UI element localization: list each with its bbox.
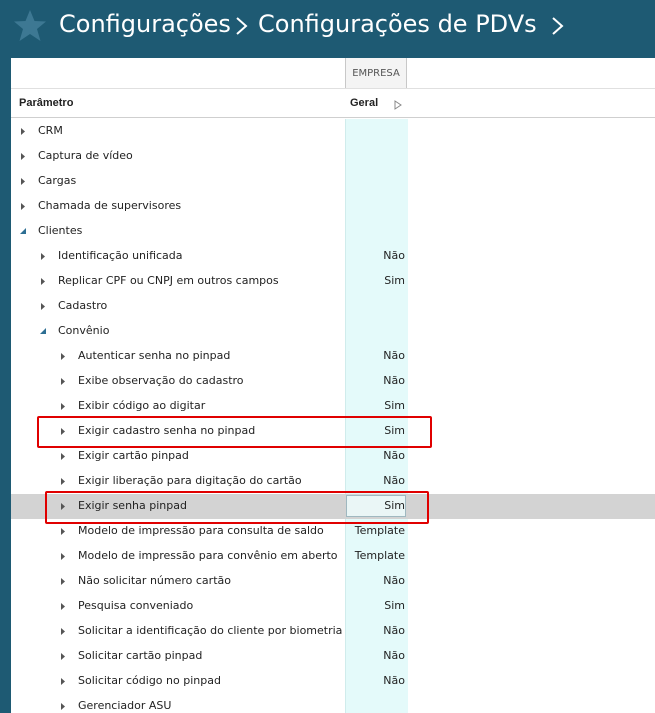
expand-triangle-icon[interactable] <box>59 377 67 386</box>
parameter-label: Gerenciador ASU <box>78 699 172 712</box>
parameter-row[interactable] <box>11 269 655 294</box>
parameter-label: Convênio <box>58 324 110 337</box>
parameter-row[interactable] <box>11 619 655 644</box>
parameter-value[interactable]: Sim <box>384 399 405 412</box>
app-header <box>0 0 655 58</box>
expand-triangle-icon[interactable] <box>59 402 67 411</box>
parameter-value[interactable]: Template <box>354 549 405 562</box>
parameter-value[interactable]: Não <box>383 449 405 462</box>
parameter-row[interactable] <box>11 569 655 594</box>
collapse-triangle-icon[interactable] <box>19 227 27 236</box>
column-expand-icon[interactable] <box>394 100 402 110</box>
parameter-label: Solicitar cartão pinpad <box>78 649 203 662</box>
tree-group-row[interactable] <box>11 144 655 169</box>
parameter-label: Clientes <box>38 224 83 237</box>
parameter-label: Exigir cartão pinpad <box>78 449 189 462</box>
parameter-row[interactable] <box>11 244 655 269</box>
expand-triangle-icon[interactable] <box>19 127 27 136</box>
breadcrumb-chevron-icon[interactable] <box>548 14 568 38</box>
expand-triangle-icon[interactable] <box>39 277 47 286</box>
parameter-value[interactable]: Não <box>383 249 405 262</box>
parameter-grid <box>11 58 655 713</box>
column-header-geral[interactable]: Geral <box>350 97 379 109</box>
expand-triangle-icon[interactable] <box>19 177 27 186</box>
parameter-label: Exigir senha pinpad <box>78 499 187 512</box>
breadcrumb-configuracoes-pdvs[interactable]: Configurações de PDVs <box>258 10 537 38</box>
expand-triangle-icon[interactable] <box>59 552 67 561</box>
parameter-value[interactable]: Sim <box>384 499 405 512</box>
parameter-label: Modelo de impressão para consulta de saldo <box>78 524 324 537</box>
parameter-label: Cargas <box>38 174 77 187</box>
highlight-box <box>37 416 432 448</box>
expand-triangle-icon[interactable] <box>59 702 67 711</box>
parameter-label: Modelo de impressão para convênio em aberto <box>78 549 338 562</box>
parameter-row[interactable] <box>11 594 655 619</box>
parameter-value[interactable]: Não <box>383 374 405 387</box>
parameter-label: Cadastro <box>58 299 108 312</box>
parameter-value[interactable]: Sim <box>384 274 405 287</box>
expand-triangle-icon[interactable] <box>19 202 27 211</box>
expand-triangle-icon[interactable] <box>59 527 67 536</box>
parameter-label: Replicar CPF ou CNPJ em outros campos <box>58 274 279 287</box>
tree-group-row[interactable] <box>11 194 655 219</box>
parameter-value[interactable]: Sim <box>384 599 405 612</box>
tree-group-row[interactable] <box>11 119 655 144</box>
expand-triangle-icon[interactable] <box>59 677 67 686</box>
expand-triangle-icon[interactable] <box>39 252 47 261</box>
parameter-row[interactable] <box>11 544 655 569</box>
parameter-label: Pesquisa conveniado <box>78 599 194 612</box>
parameter-value[interactable]: Não <box>383 474 405 487</box>
star-icon[interactable] <box>12 8 48 44</box>
parameter-label: Captura de vídeo <box>38 149 133 162</box>
collapse-triangle-icon[interactable] <box>39 327 47 336</box>
column-header-parametro[interactable]: Parâmetro <box>19 97 74 109</box>
parameter-label: Exigir cadastro senha no pinpad <box>78 424 256 437</box>
tree-group-row[interactable] <box>11 219 655 244</box>
expand-triangle-icon[interactable] <box>59 602 67 611</box>
expand-triangle-icon[interactable] <box>39 302 47 311</box>
parameter-value[interactable]: Não <box>383 349 405 362</box>
parameter-value[interactable]: Sim <box>384 424 405 437</box>
expand-triangle-icon[interactable] <box>59 577 67 586</box>
parameter-value[interactable]: Não <box>383 624 405 637</box>
expand-triangle-icon[interactable] <box>59 352 67 361</box>
group-header-empresa: EMPRESA <box>345 58 407 88</box>
parameter-value[interactable]: Não <box>383 649 405 662</box>
parameter-label: Exigir liberação para digitação do cartão <box>78 474 302 487</box>
breadcrumb-configuracoes[interactable]: Configurações <box>59 10 231 38</box>
parameter-label: Identificação unificada <box>58 249 183 262</box>
expand-triangle-icon[interactable] <box>19 152 27 161</box>
grid-header-row <box>11 88 655 118</box>
parameter-row[interactable] <box>11 669 655 694</box>
expand-triangle-icon[interactable] <box>59 627 67 636</box>
parameter-row[interactable] <box>11 694 655 713</box>
parameter-row[interactable] <box>11 344 655 369</box>
parameter-row[interactable] <box>11 644 655 669</box>
parameter-label: Solicitar a identificação do cliente por biometria <box>78 624 343 637</box>
parameter-label: Exibe observação do cadastro <box>78 374 244 387</box>
parameter-label: Autenticar senha no pinpad <box>78 349 231 362</box>
parameter-label: CRM <box>38 124 63 137</box>
parameter-label: Exibir código ao digitar <box>78 399 206 412</box>
parameter-label: Chamada de supervisores <box>38 199 182 212</box>
expand-triangle-icon[interactable] <box>59 652 67 661</box>
grid-top-strip <box>11 58 345 88</box>
parameter-value[interactable]: Não <box>383 674 405 687</box>
breadcrumb-chevron-icon <box>232 14 252 38</box>
parameter-value[interactable]: Não <box>383 574 405 587</box>
parameter-label: Não solicitar número cartão <box>78 574 231 587</box>
parameter-label: Solicitar código no pinpad <box>78 674 221 687</box>
tree-group-row[interactable] <box>11 169 655 194</box>
tree-group-row[interactable] <box>11 319 655 344</box>
tree-group-row[interactable] <box>11 294 655 319</box>
parameter-value[interactable]: Template <box>354 524 405 537</box>
parameter-row[interactable] <box>11 369 655 394</box>
expand-triangle-icon[interactable] <box>59 477 67 486</box>
highlight-box <box>45 491 429 524</box>
expand-triangle-icon[interactable] <box>59 452 67 461</box>
